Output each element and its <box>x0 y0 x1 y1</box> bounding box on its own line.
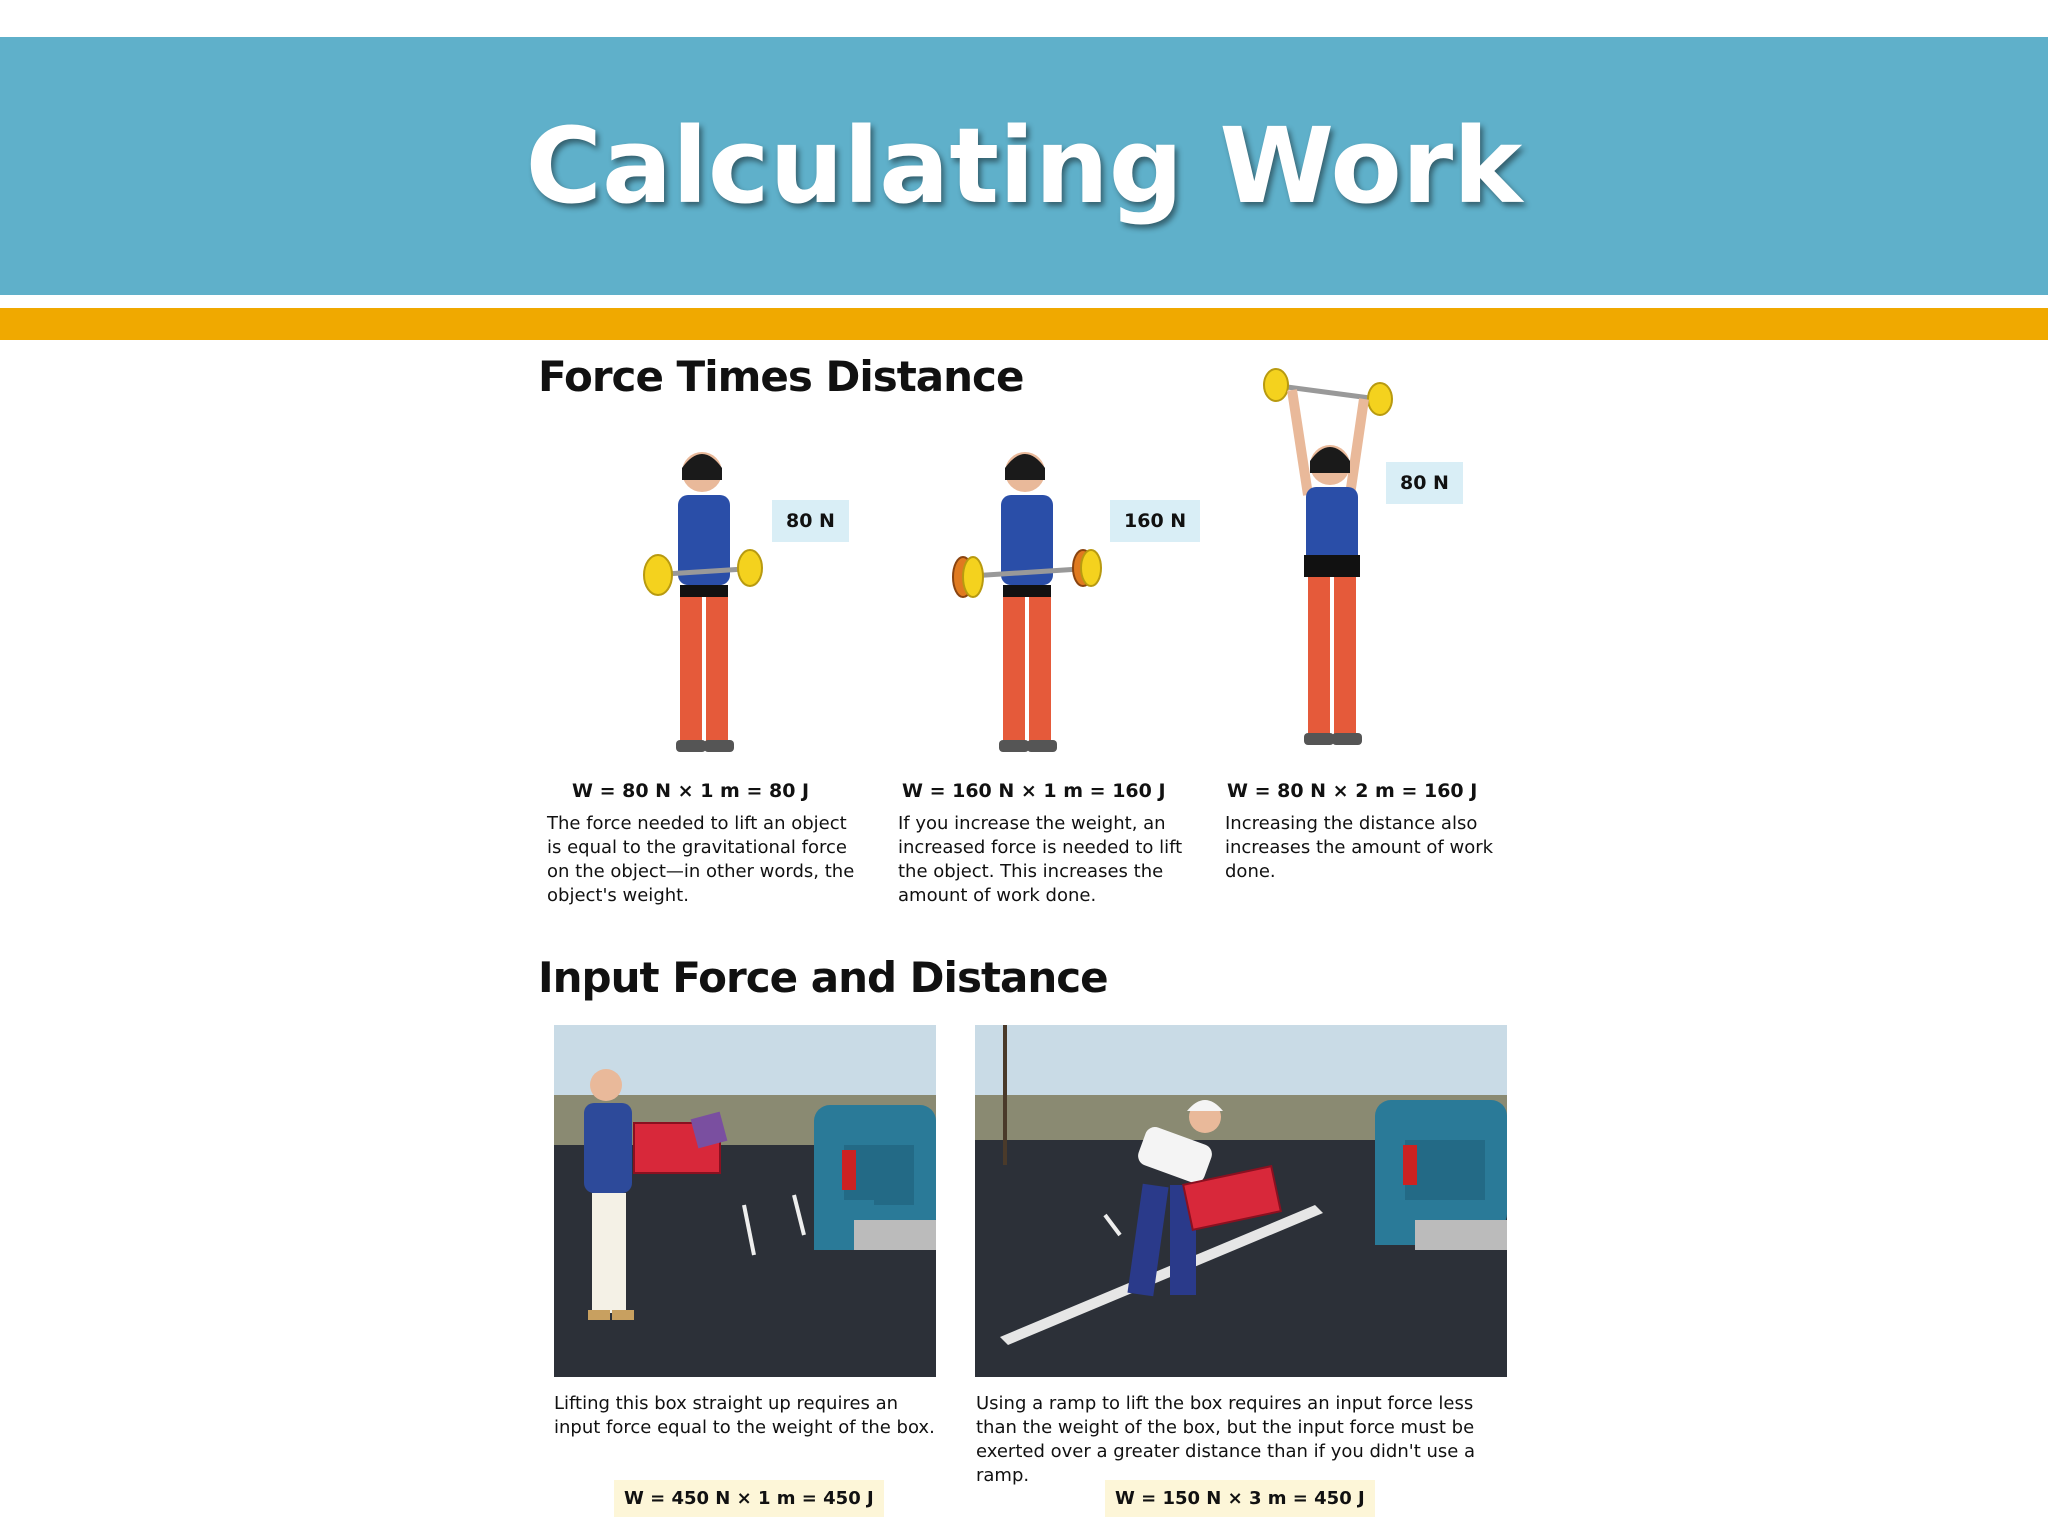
equation-3: W = 80 N × 2 m = 160 J <box>1227 780 1478 802</box>
caption-lift-straight: Lifting this box straight up requires an input force equal to the weight of the box. <box>554 1393 935 1438</box>
caption-ramp: Using a ramp to lift the box requires an input force less than the weight of the box, but the input force must be exerted over a greater distance than if you didn't use a ramp. <box>976 1393 1476 1486</box>
section-heading-input-force-and-distance: Input Force and Distance <box>538 953 1108 1002</box>
caption-3: Increasing the distance also increases the amount of work done. <box>1225 813 1494 882</box>
equation-box-1: W = 450 N × 1 m = 450 J <box>614 1480 884 1517</box>
title-band <box>0 37 2048 295</box>
figure-lifter-1 <box>630 440 780 760</box>
caption-2: If you increase the weight, an increased force is needed to lift the object. This increases the amount of work done. <box>898 813 1183 906</box>
photo-ramp-box <box>975 1025 1507 1377</box>
force-callout-2: 160 N <box>1110 500 1200 542</box>
equation-1: W = 80 N × 1 m = 80 J <box>572 780 810 802</box>
equation-box-2: W = 150 N × 3 m = 450 J <box>1105 1480 1375 1517</box>
figure-lifter-2 <box>945 440 1105 760</box>
force-callout-1: 80 N <box>772 500 849 542</box>
photo-lifting-box <box>554 1025 936 1377</box>
equation-2: W = 160 N × 1 m = 160 J <box>902 780 1166 802</box>
caption-1: The force needed to lift an object is equal to the gravitational force on the object—in other words, the object's weight. <box>547 813 855 906</box>
slide-title: Calculating Work <box>525 105 1523 227</box>
accent-bar <box>0 308 2048 340</box>
figure-lifter-3 <box>1250 365 1400 760</box>
force-callout-3: 80 N <box>1386 462 1463 504</box>
section-heading-force-times-distance: Force Times Distance <box>538 352 1024 401</box>
